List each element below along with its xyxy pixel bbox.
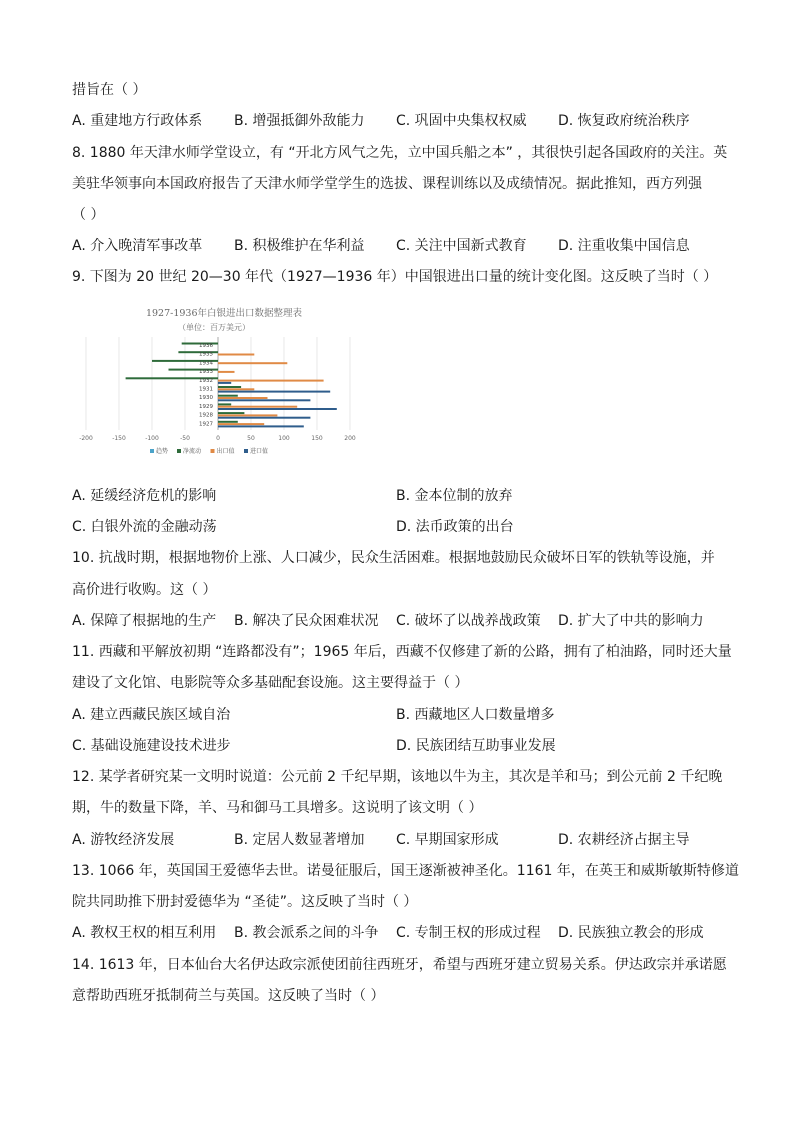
q12-stem-line1: 12. 某学者研究某一文明时说道：公元前 2 千纪早期，该地以牛为主，其次是羊和马；到公元前 2 千纪晚 — [72, 769, 723, 785]
x-tick-label: 50 — [247, 435, 255, 442]
q11-stem-line1: 11. 西藏和平解放初期 “连路都没有”；1965 年后，西藏不仅修建了新的公路，拥有了柏油路，同时还大量 — [72, 644, 732, 660]
bar-1927-出口值 — [218, 423, 264, 425]
x-tick-label: -150 — [112, 435, 126, 442]
silver-trade-chart — [72, 300, 372, 475]
bar-1928-进口值 — [218, 417, 310, 419]
q8-stem-line2: 美驻华领事向本国政府报告了天津水师学堂学生的选拔、课程训练以及成绩情况。据此推知，西方列强 — [72, 176, 702, 192]
q11-option-b[interactable]: B. 西藏地区人口数量增多 — [396, 707, 555, 723]
q9-option-c[interactable]: C. 白银外流的金融动荡 — [72, 519, 217, 535]
x-tick-label: 0 — [216, 435, 220, 442]
x-tick-label: -50 — [180, 435, 190, 442]
q12-option-b[interactable]: B. 定居人数显著增加 — [234, 832, 365, 848]
q8-option-c[interactable]: C. 关注中国新式教育 — [396, 238, 527, 254]
legend-label: 出口值 — [216, 448, 235, 455]
q10-option-b[interactable]: B. 解决了民众困难状况 — [234, 613, 379, 629]
y-category-label: 1927 — [199, 421, 213, 428]
q9-option-d[interactable]: D. 法币政策的出台 — [396, 519, 514, 535]
x-tick-label: 200 — [344, 435, 356, 442]
bar-1931-净流动 — [218, 386, 241, 388]
y-category-label: 1933 — [199, 369, 213, 376]
x-tick-label: 150 — [311, 435, 323, 442]
q7-option-c[interactable]: C. 巩固中央集权权威 — [396, 113, 527, 129]
legend-swatch — [150, 449, 154, 453]
bar-1932-出口值 — [218, 380, 324, 382]
y-category-label: 1935 — [199, 351, 213, 358]
legend-label: 进口值 — [250, 448, 269, 455]
x-tick-label: -200 — [79, 435, 93, 442]
chart-title: 1927-1936年白银进出口数据整理表 — [145, 308, 303, 319]
y-category-label: 1934 — [199, 360, 213, 367]
bar-1930-进口值 — [218, 399, 310, 401]
bar-1934-出口值 — [218, 362, 287, 364]
legend-swatch — [211, 449, 215, 453]
bar-1929-净流动 — [218, 403, 231, 405]
q8-stem-line1: 8. 1880 年天津水师学堂设立，有 “开北方风气之先，立中国兵船之本” ，其很快引起各国政府的关注。英 — [72, 145, 728, 161]
q8-option-d[interactable]: D. 注重收集中国信息 — [558, 238, 690, 254]
q7-stem-tail: 措旨在（ ） — [72, 82, 147, 98]
q13-option-a[interactable]: A. 教权王权的相互利用 — [72, 925, 217, 941]
y-category-label: 1930 — [199, 395, 213, 402]
q13-stem-line1: 13. 1066 年，英国国王爱德华去世。诺曼征服后，国王逐渐被神圣化。1161 年，在英王和威斯敏斯特修道 — [72, 863, 739, 879]
q10-option-c[interactable]: C. 破坏了以战养战政策 — [396, 613, 541, 629]
bar-1928-出口值 — [218, 414, 277, 416]
bar-1927-净流动 — [218, 421, 238, 423]
q14-stem-line1: 14. 1613 年，日本仙台大名伊达政宗派使团前往西班牙，希望与西班牙建立贸易关系。伊达政宗并承诺愿 — [72, 957, 727, 973]
q10-stem-line1: 10. 抗战时期，根据地物价上涨、人口减少，民众生活困难。根据地鼓励民众破坏日军的铁轨等设施，并 — [72, 550, 715, 566]
legend-swatch — [177, 449, 181, 453]
q13-option-d[interactable]: D. 民族独立教会的形成 — [558, 925, 704, 941]
bar-1931-进口值 — [218, 391, 330, 393]
y-category-label: 1936 — [199, 343, 213, 349]
q12-option-d[interactable]: D. 农耕经济占据主导 — [558, 832, 690, 848]
y-category-label: 1929 — [199, 403, 213, 410]
q8-option-a[interactable]: A. 介入晚清军事改革 — [72, 238, 203, 254]
q11-option-a[interactable]: A. 建立西藏民族区域自治 — [72, 707, 231, 723]
q12-stem-line2: 期，牛的数量下降，羊、马和御马工具增多。这说明了该文明（ ） — [72, 800, 483, 816]
bar-1930-出口值 — [218, 397, 268, 399]
bar-1928-净流动 — [218, 412, 244, 414]
x-tick-label: 100 — [278, 435, 290, 442]
bar-1932-进口值 — [218, 382, 231, 384]
chart-subtitle: （单位：百万美元） — [178, 323, 250, 332]
q13-option-c[interactable]: C. 专制王权的形成过程 — [396, 925, 541, 941]
q12-option-c[interactable]: C. 早期国家形成 — [396, 832, 499, 848]
q12-option-a[interactable]: A. 游牧经济发展 — [72, 832, 175, 848]
q9-stem: 9. 下图为 20 世纪 20—30 年代（1927—1936 年）中国银进出口量的统计变化图。这反映了当时（ ） — [72, 269, 718, 285]
q10-option-a[interactable]: A. 保障了根据地的生产 — [72, 613, 217, 629]
bar-1931-出口值 — [218, 388, 254, 390]
bar-1927-进口值 — [218, 425, 304, 427]
q11-option-c[interactable]: C. 基础设施建设技术进步 — [72, 738, 231, 754]
legend-swatch — [244, 449, 248, 453]
q14-stem-line2: 意帮助西班牙抵制荷兰与英国。这反映了当时（ ） — [72, 988, 385, 1004]
bar-1933-出口值 — [218, 371, 235, 373]
q13-stem-line2: 院共同助推下册封爱德华为 “圣徒”。这反映了当时（ ） — [72, 894, 418, 910]
q9-option-a[interactable]: A. 延缓经济危机的影响 — [72, 488, 217, 504]
y-category-label: 1932 — [199, 377, 213, 384]
q7-option-b[interactable]: B. 增强抵御外敌能力 — [234, 113, 365, 129]
q9-option-b[interactable]: B. 金本位制的放弃 — [396, 488, 513, 504]
q11-option-d[interactable]: D. 民族团结互助事业发展 — [396, 738, 556, 754]
q10-stem-line2: 高价进行收购。这（ ） — [72, 582, 217, 598]
q7-option-d[interactable]: D. 恢复政府统治秩序 — [558, 113, 690, 129]
x-tick-label: -100 — [145, 435, 159, 442]
q8-stem-line3: （ ） — [72, 207, 105, 223]
q10-option-d[interactable]: D. 扩大了中共的影响力 — [558, 613, 704, 629]
bar-1929-出口值 — [218, 406, 297, 408]
q8-option-b[interactable]: B. 积极维护在华利益 — [234, 238, 365, 254]
bar-1930-净流动 — [218, 395, 238, 397]
y-category-label: 1928 — [199, 412, 213, 419]
legend-label: 净流动 — [183, 448, 202, 455]
q11-stem-line2: 建设了文化馆、电影院等众多基础配套设施。这主要得益于（ ） — [72, 675, 469, 691]
bar-1929-进口值 — [218, 408, 337, 410]
q7-option-a[interactable]: A. 重建地方行政体系 — [72, 113, 203, 129]
bar-1935-出口值 — [218, 354, 254, 356]
legend-label: 趋势 — [156, 448, 169, 455]
y-category-label: 1931 — [199, 386, 213, 393]
q13-option-b[interactable]: B. 教会派系之间的斗争 — [234, 925, 379, 941]
